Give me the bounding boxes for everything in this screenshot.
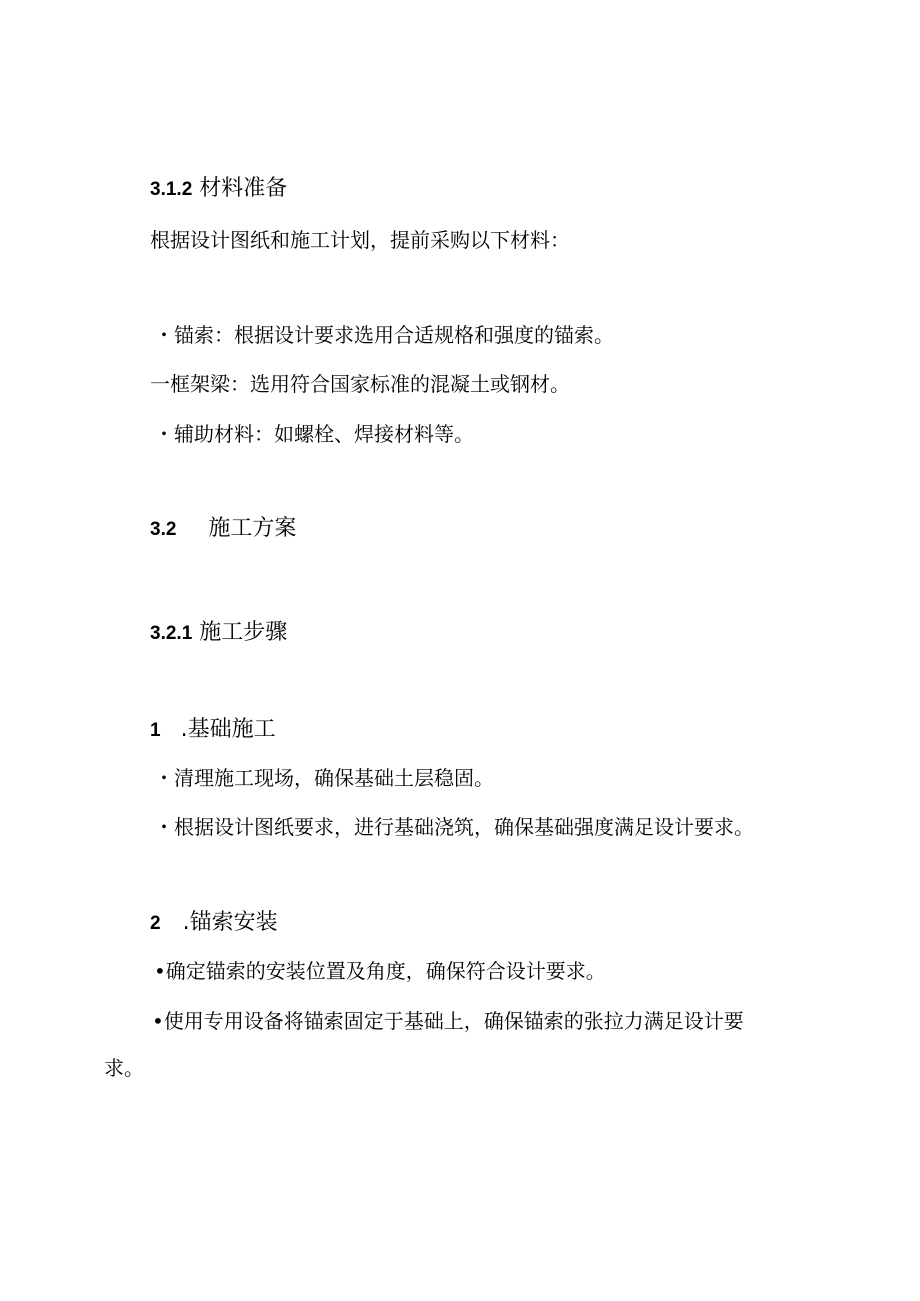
step-item: •确定锚索的安装位置及角度，确保符合设计要求。: [154, 959, 606, 983]
intro-paragraph: 根据设计图纸和施工计划，提前采购以下材料：: [150, 228, 570, 252]
step-title: .锚索安装: [182, 910, 278, 935]
step-number: 2: [150, 913, 161, 934]
step-number: 1: [150, 720, 161, 741]
step-heading-1: [150, 719, 276, 741]
section-number: 3.2.1: [150, 623, 193, 644]
step-heading-2: [150, 912, 278, 934]
section-heading-3-1-2: [150, 178, 287, 200]
step-title: .基础施工: [180, 717, 276, 742]
section-number: 3.1.2: [150, 179, 193, 200]
step-item: ・清理施工现场，确保基础土层稳固。: [154, 766, 494, 790]
section-heading-3-2-1: [150, 622, 287, 644]
section-heading-3-2: [150, 518, 296, 540]
material-item: 一框架梁：选用符合国家标准的混凝土或钢材。: [150, 372, 570, 396]
material-item: ・辅助材料：如螺栓、焊接材料等。: [154, 422, 474, 446]
section-title: 施工方案: [208, 516, 297, 541]
step-item: •使用专用设备将锚索固定于基础上，确保锚索的张拉力满足设计要: [152, 1009, 744, 1033]
section-number: 3.2: [150, 519, 177, 540]
section-title: 材料准备: [199, 176, 288, 201]
section-title: 施工步骤: [199, 620, 288, 645]
step-item: ・根据设计图纸要求，进行基础浇筑，确保基础强度满足设计要求。: [154, 815, 754, 839]
step-item-continuation: 求。: [104, 1056, 144, 1080]
material-item: ・锚索：根据设计要求选用合适规格和强度的锚索。: [154, 323, 614, 347]
